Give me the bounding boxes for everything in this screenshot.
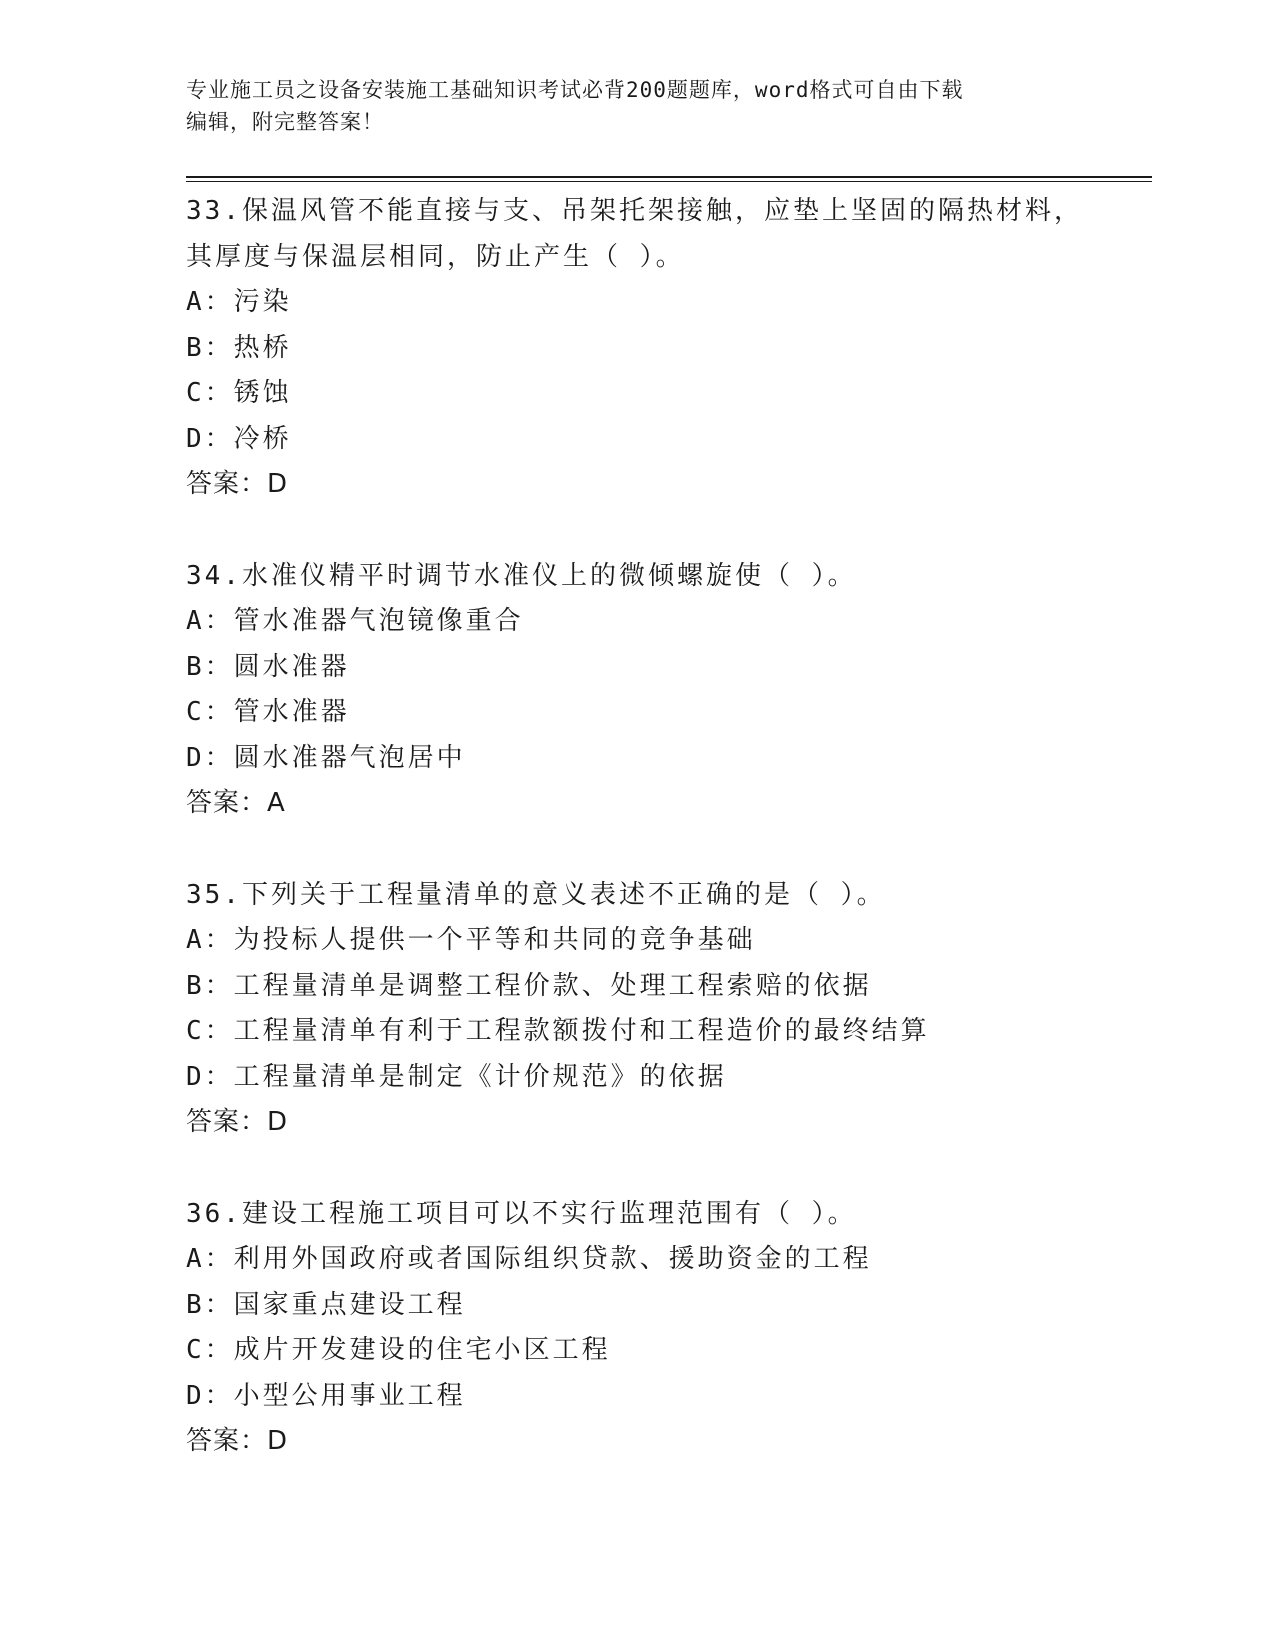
answer-line: 答案：D	[186, 1426, 289, 1456]
option-c: C：成片开发建设的住宅小区工程	[186, 1335, 611, 1365]
option-b: B：国家重点建设工程	[186, 1289, 466, 1320]
answer-line: 答案：D	[186, 469, 289, 499]
question-stem: 其厚度与保温层相同，防止产生（ ）。	[186, 241, 685, 272]
answer-line: 答案：A	[186, 788, 286, 818]
option-a: A：为投标人提供一个平等和共同的竞争基础	[186, 925, 756, 955]
header-divider-thin	[186, 181, 1152, 182]
option-c: C：锈蚀	[186, 378, 292, 408]
question-35	[186, 873, 1152, 1146]
option-d: D：圆水准器气泡居中	[186, 742, 466, 773]
option-d: D：小型公用事业工程	[186, 1380, 466, 1411]
answer-line: 答案：D	[186, 1107, 289, 1137]
header-divider-thick	[186, 176, 1152, 178]
option-c: C：工程量清单有利于工程款额拨付和工程造价的最终结算	[186, 1016, 930, 1046]
option-a: A：利用外国政府或者国际组织贷款、援助资金的工程	[186, 1244, 872, 1274]
question-stem: 35.下列关于工程量清单的意义表述不正确的是（ ）。	[186, 879, 886, 910]
question-stem: 36.建设工程施工项目可以不实行监理范围有（ ）。	[186, 1198, 857, 1229]
option-d: D：冷桥	[186, 423, 292, 454]
header-title-line-2: 编辑，附完整答案！	[186, 110, 384, 134]
option-c: C：管水准器	[186, 697, 350, 727]
question-stem: 33.保温风管不能直接与支、吊架托架接触，应垫上坚固的隔热材料，	[186, 196, 1083, 226]
option-a: A：管水准器气泡镜像重合	[186, 606, 524, 636]
question-36	[186, 1192, 1152, 1465]
question-stem: 34.水准仪精平时调节水准仪上的微倾螺旋使（ ）。	[186, 560, 857, 591]
option-b: B：热桥	[186, 332, 292, 363]
option-a: A：污染	[186, 287, 292, 317]
question-list	[186, 189, 1152, 1511]
option-b: B：工程量清单是调整工程价款、处理工程索赔的依据	[186, 970, 872, 1001]
option-b: B：圆水准器	[186, 651, 350, 682]
question-33	[186, 189, 1152, 508]
document-header	[186, 74, 1086, 138]
header-title-line-1: 专业施工员之设备安装施工基础知识考试必背200题题库，word格式可自由下载	[186, 78, 964, 102]
option-d: D：工程量清单是制定《计价规范》的依据	[186, 1061, 727, 1092]
question-34	[186, 554, 1152, 827]
